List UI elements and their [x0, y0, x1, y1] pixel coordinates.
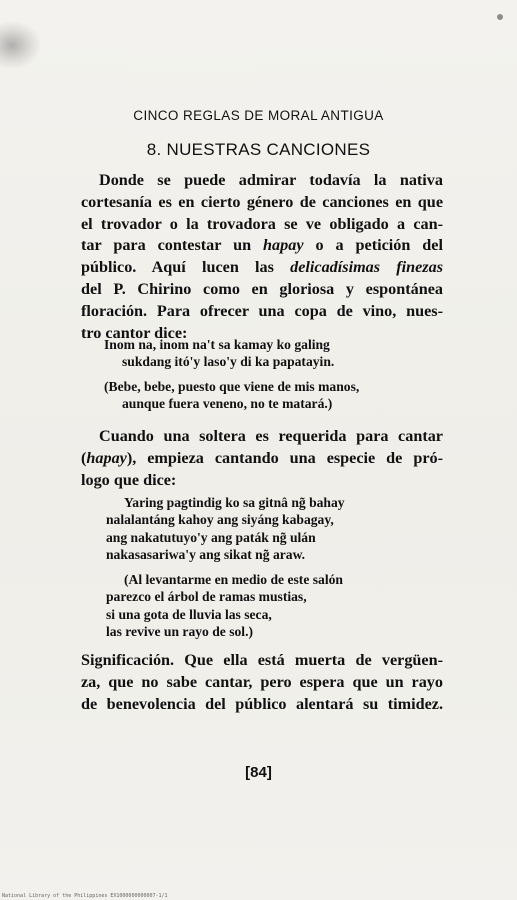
verse-line: Inom na, inom na't sa kamay ko galing: [104, 337, 330, 352]
paragraph-3: [81, 650, 443, 715]
ink-speck: [497, 14, 503, 20]
verse-line: sukdang itó'y laso'y di ka papatayin.: [122, 354, 335, 370]
text-span: (: [81, 448, 87, 467]
text-line: [81, 235, 443, 257]
verse-line: parezco el árbol de ramas mustias,: [106, 589, 307, 605]
section-title: 8. NUESTRAS CANCIONES: [146, 140, 371, 159]
verse-1-translation: [104, 378, 359, 413]
italic-term: delicadísimas finezas: [290, 258, 443, 277]
paragraph-2: [81, 426, 443, 491]
verse-line: nalalantáng kahoy ang siyáng kabagay,: [106, 512, 334, 528]
verse-line: las revive un rayo de sol.): [106, 624, 254, 640]
text-line: de benevolencia del público alentará su timidez.: [81, 694, 443, 713]
verse-line: ang nakatutuyo'y ang paták ng̃ ulán: [106, 529, 316, 545]
verse-line: aunque fuera veneno, no te matará.): [122, 396, 333, 412]
text-line: logo que dice:: [81, 470, 177, 489]
page-stain: [0, 22, 40, 68]
text-span: tar para contestar un: [81, 236, 264, 255]
text-line: tro cantor dice:: [81, 323, 188, 342]
text-line: cortesanía es en cierto género de canciones en que: [81, 192, 443, 211]
paragraph-1: [81, 170, 443, 344]
text-line: za, que no sabe cantar, pero espera que un rayo: [81, 672, 443, 691]
text-span: ), empieza cantando una especie de pró-: [126, 448, 443, 467]
text-line: del P. Chirino como en gloriosa y espontánea: [81, 279, 443, 298]
text-line: [81, 448, 443, 470]
italic-term: hapay: [263, 236, 304, 255]
italic-term: hapay: [86, 448, 127, 467]
verse-2: [106, 494, 345, 564]
text-span: o a petición del: [303, 236, 443, 255]
text-line: Donde se puede admirar todavía la nativa: [99, 171, 443, 189]
verse-2-translation: [106, 571, 343, 641]
text-line: Significación. Que ella está muerta de vergüen-: [81, 651, 443, 669]
verse-line: Yaring pagtindig ko sa gitnâ ng̃ bahay: [124, 495, 345, 510]
scan-footer-note: National Library of the Philippines EX1000000000007-1/1: [2, 893, 168, 899]
verse-line: (Bebe, bebe, puesto que viene de mis manos,: [104, 379, 360, 394]
verse-1: [104, 336, 334, 371]
text-span: público. Aquí lucen las: [81, 258, 291, 277]
text-line: Cuando una soltera es requerida para cantar: [99, 427, 443, 445]
running-head: CINCO REGLAS DE MORAL ANTIGUA: [133, 108, 384, 123]
verse-line: (Al levantarme en medio de este salón: [124, 572, 343, 587]
page-number: [84]: [245, 764, 272, 781]
verse-line: nakasasariwa'y ang sikat ng̃ araw.: [106, 547, 306, 563]
text-line: [81, 257, 443, 279]
text-line: floración. Para ofrecer una copa de vino, nues-: [81, 301, 443, 320]
text-line: el trovador o la trovadora se ve obligado a can-: [81, 214, 443, 233]
verse-line: si una gota de lluvia las seca,: [106, 606, 272, 622]
